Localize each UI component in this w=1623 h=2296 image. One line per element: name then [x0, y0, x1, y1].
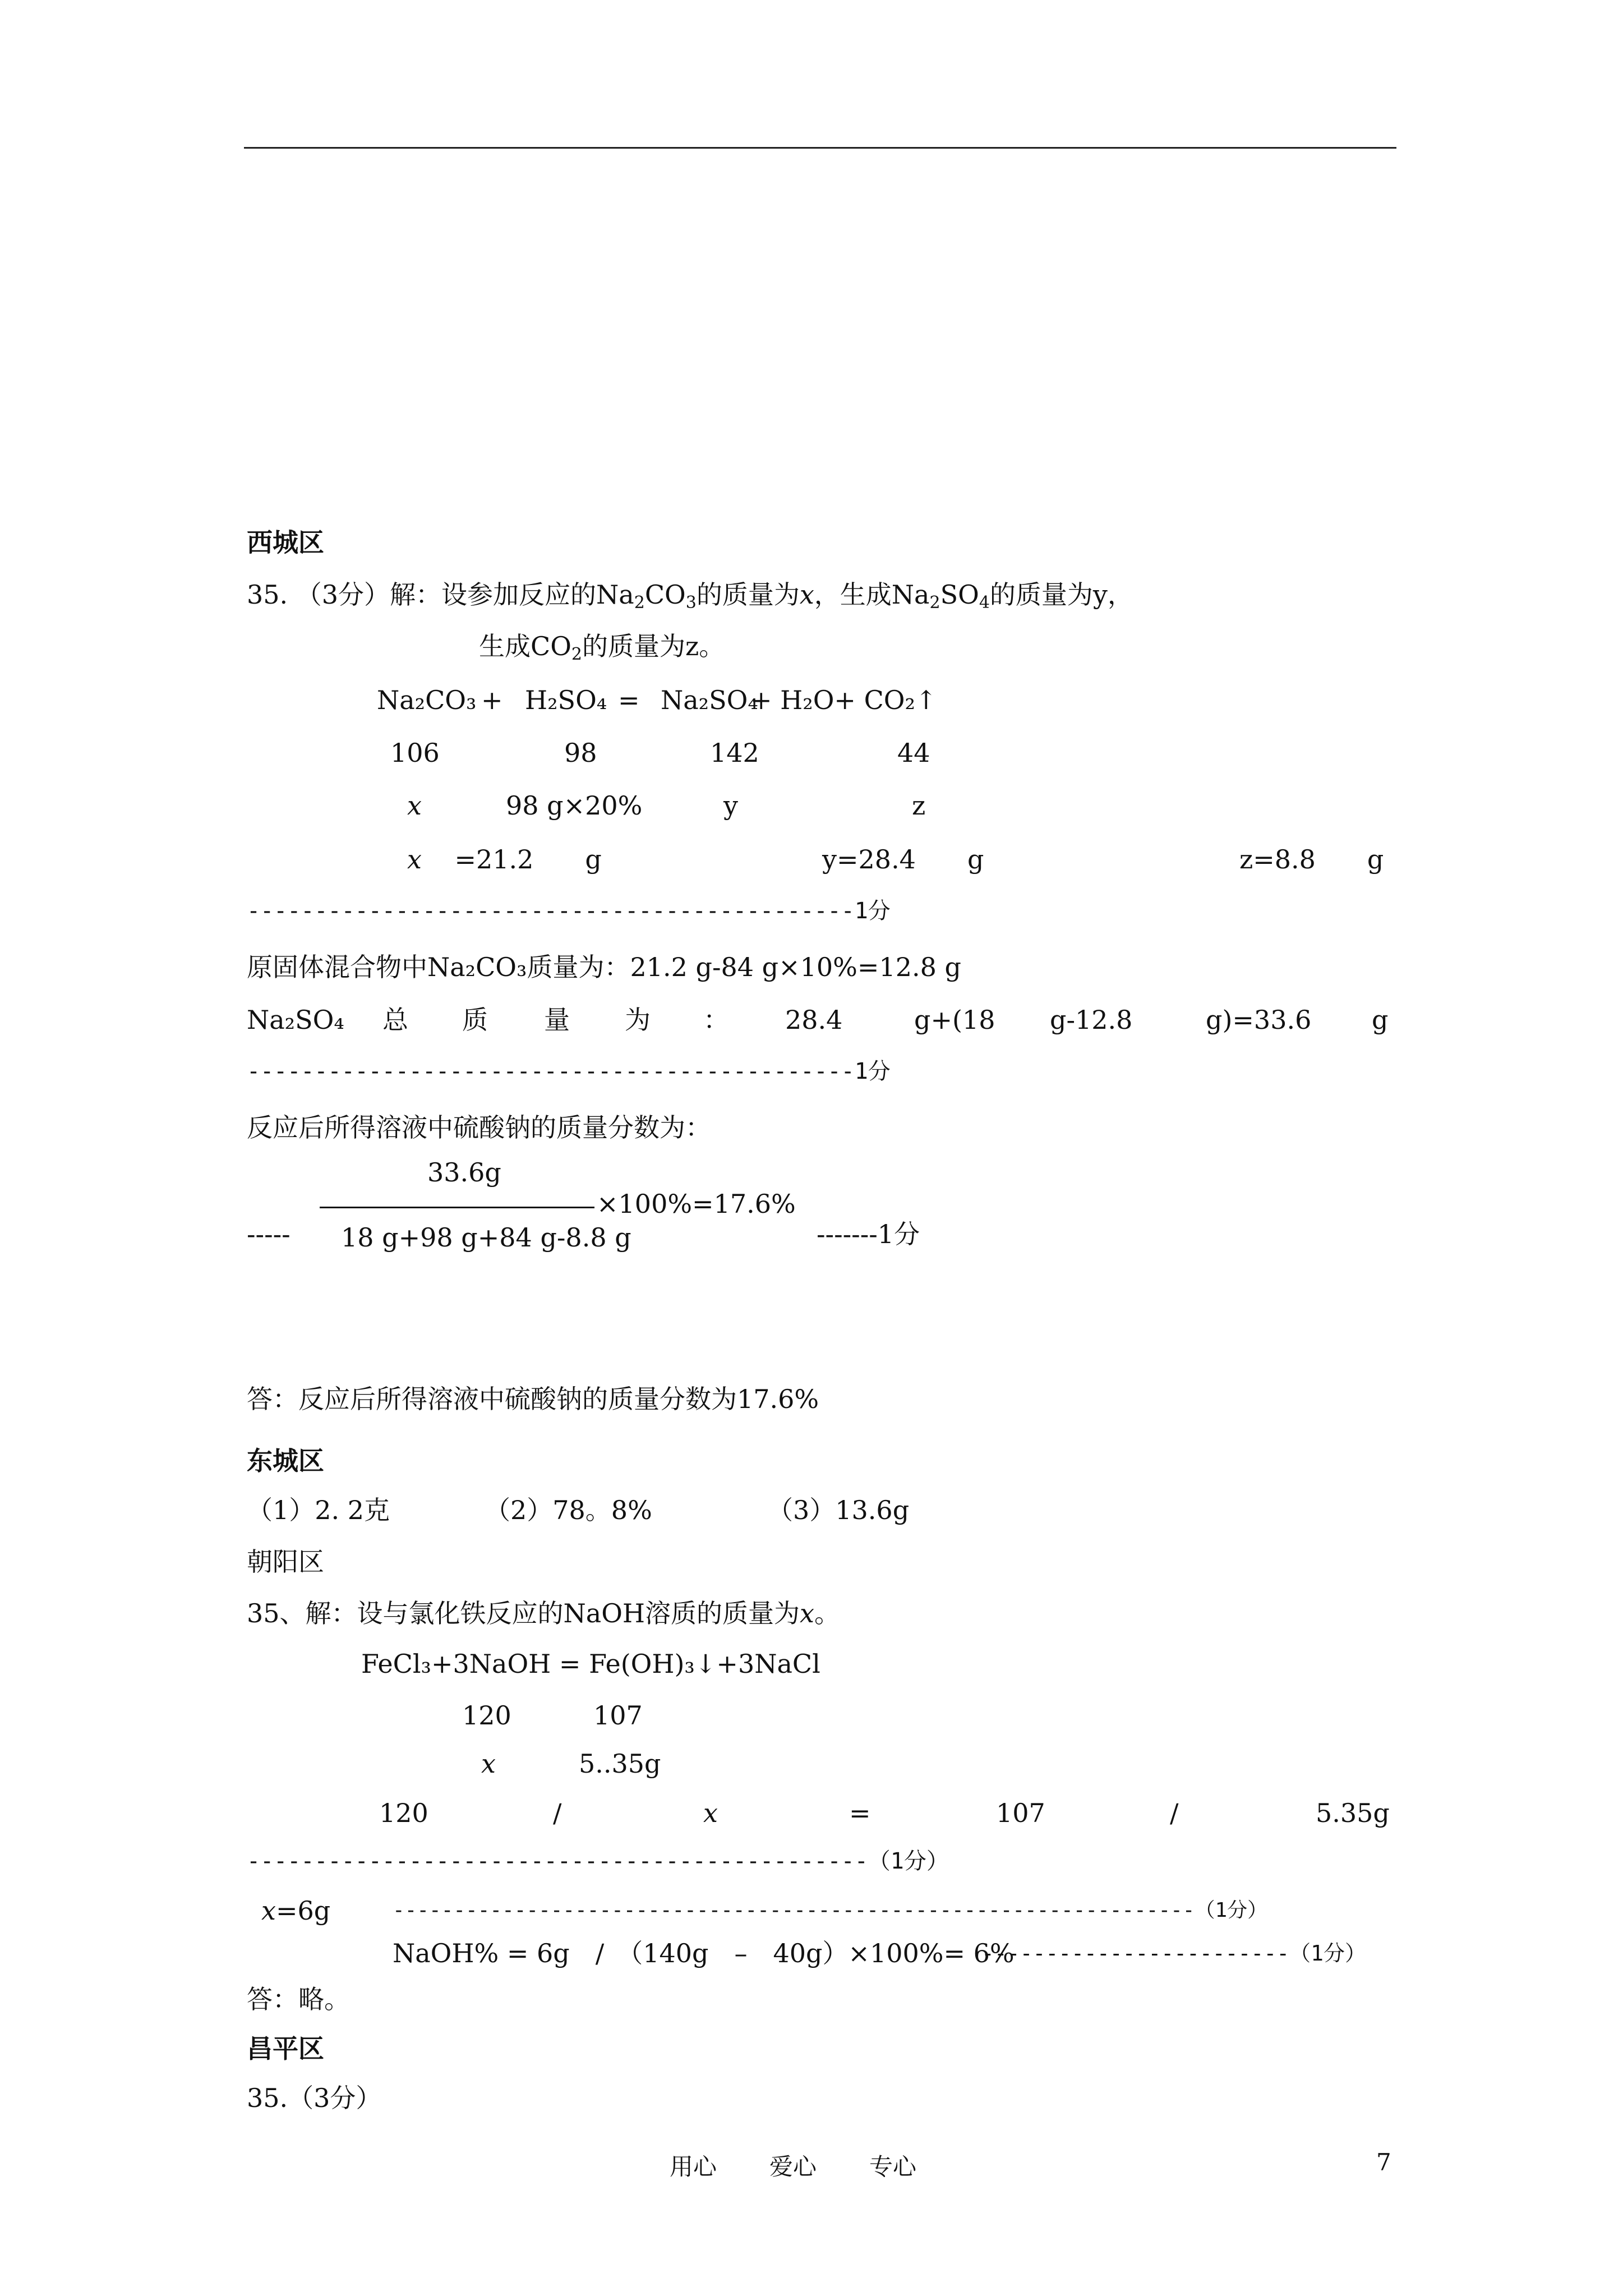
- ratio-x: x: [703, 1798, 718, 1828]
- var-x: x: [407, 790, 422, 821]
- chaoyang-score-3: ------------------------（1分）: [981, 1941, 1366, 1966]
- ratio-120: 120: [379, 1798, 428, 1828]
- chaoyang-x-value: x=6g: [261, 1895, 331, 1926]
- gas-arrow-icon: ↑: [915, 685, 937, 715]
- dongcheng-answer-1: （1）2. 2克: [247, 1495, 390, 1525]
- chaoyang-equation: FeCl₃+3NaOH = Fe(OH)₃↓+3NaCl: [361, 1649, 820, 1679]
- section-heading-dongcheng: 东城区: [247, 1446, 324, 1476]
- dongcheng-answer-3: （3）13.6g: [767, 1495, 910, 1525]
- total-word-9: g)=33.6: [1206, 1005, 1312, 1035]
- var-y: y: [723, 790, 738, 821]
- section-heading-changping: 昌平区: [247, 2033, 324, 2064]
- mass-44: 44: [897, 738, 930, 768]
- total-word-10: g: [1372, 1005, 1389, 1035]
- total-word-1: 总: [382, 1005, 408, 1035]
- header-rule: [244, 147, 1396, 149]
- result-z: z=8.8 g: [1239, 844, 1384, 875]
- footer-motto-2: 爱心: [769, 2153, 817, 2180]
- ratio-equals: =: [849, 1798, 871, 1828]
- ratio-slash-2: /: [1170, 1798, 1179, 1828]
- chaoyang-score-1: ----------------------------------------------（1分）: [247, 1848, 949, 1874]
- mass-106: 106: [390, 738, 440, 768]
- total-word-5: ：: [703, 1005, 729, 1035]
- mass-142: 142: [710, 738, 759, 768]
- total-word-4: 为: [625, 1005, 651, 1035]
- dongcheng-answer-2: （2）78。8%: [485, 1495, 652, 1525]
- chaoyang-score-2: ------------------------------------------------------------------（1分）: [393, 1899, 1268, 1922]
- fraction-intro: 反应后所得溶液中硫酸钠的质量分数为：: [247, 1112, 711, 1143]
- ratio-107: 107: [996, 1798, 1045, 1828]
- score-line-1: ---------------------------------------------1分: [247, 898, 891, 924]
- changping-line: 35.（3分）: [247, 2083, 382, 2113]
- total-word-7: g+(18: [914, 1005, 995, 1035]
- eq-equals: =: [618, 685, 640, 715]
- chaoyang-mass-107: 107: [593, 1700, 643, 1731]
- xicheng-line-1: 35. （3分）解：设参加反应的$Na_2CO_3$的质量为x，生成$Na_2SO_4$的质量为y，: [247, 579, 1133, 613]
- footer-motto-1: 用心: [670, 2153, 717, 2180]
- total-word-0: Na₂SO₄: [247, 1005, 344, 1035]
- var-98g: 98 g×20%: [506, 790, 643, 821]
- chaoyang-answer: 答：略。: [247, 1984, 350, 2014]
- total-word-8: g-12.8: [1050, 1005, 1133, 1035]
- chaoyang-var-x: x: [481, 1749, 496, 1779]
- eq-h2o-co2: + H₂O+ CO₂↑: [750, 685, 937, 715]
- fraction-times: ×100%=17.6%: [597, 1189, 796, 1219]
- solid-mixture-line: 原固体混合物中Na₂CO₃质量为：21.2 g-84 g×10%=12.8 g: [247, 952, 961, 982]
- fraction-denominator: 18 g+98 g+84 g-8.8 g: [341, 1222, 631, 1253]
- eq-h2so4: H₂SO₄: [525, 685, 607, 715]
- ratio-535g: 5.35g: [1316, 1798, 1390, 1828]
- xicheng-line-2: 生成$CO_2$的质量为z。: [479, 631, 725, 664]
- section-heading-chaoyang: 朝阳区: [247, 1547, 324, 1577]
- eq-na2co3: Na₂CO₃: [377, 685, 477, 715]
- eq-plus: +: [481, 685, 503, 715]
- chaoyang-var-535: 5..35g: [579, 1749, 661, 1779]
- section-heading-xicheng: 西城区: [247, 527, 324, 558]
- result-x: x =21.2 g: [407, 844, 602, 875]
- fraction-dash-prefix: -----: [247, 1219, 291, 1249]
- chaoyang-mass-120: 120: [462, 1700, 511, 1731]
- total-word-6: 28.4: [785, 1005, 843, 1035]
- page-number: 7: [1376, 2148, 1391, 2176]
- footer-motto-3: 专心: [869, 2153, 917, 2180]
- ratio-slash-1: /: [553, 1798, 562, 1828]
- score-line-2: ---------------------------------------------1分: [247, 1059, 891, 1084]
- mass-98: 98: [564, 738, 597, 768]
- score-line-3: -------1分: [817, 1219, 920, 1249]
- chaoyang-intro: 35、解：设与氯化铁反应的NaOH溶质的质量为x。: [247, 1598, 840, 1628]
- total-word-2: 质: [462, 1005, 488, 1035]
- fraction-bar: [320, 1207, 594, 1208]
- chaoyang-naoh: NaOH% = 6g / （140g – 40g）×100%= 6%: [393, 1938, 1015, 1968]
- result-y: y=28.4 g: [822, 844, 984, 875]
- xicheng-answer: 答：反应后所得溶液中硫酸钠的质量分数为17.6%: [247, 1384, 819, 1414]
- eq-na2so4: Na₂SO₄: [661, 685, 758, 715]
- total-word-3: 量: [544, 1005, 570, 1035]
- fraction-numerator: 33.6g: [427, 1157, 501, 1188]
- var-z: z: [912, 790, 926, 821]
